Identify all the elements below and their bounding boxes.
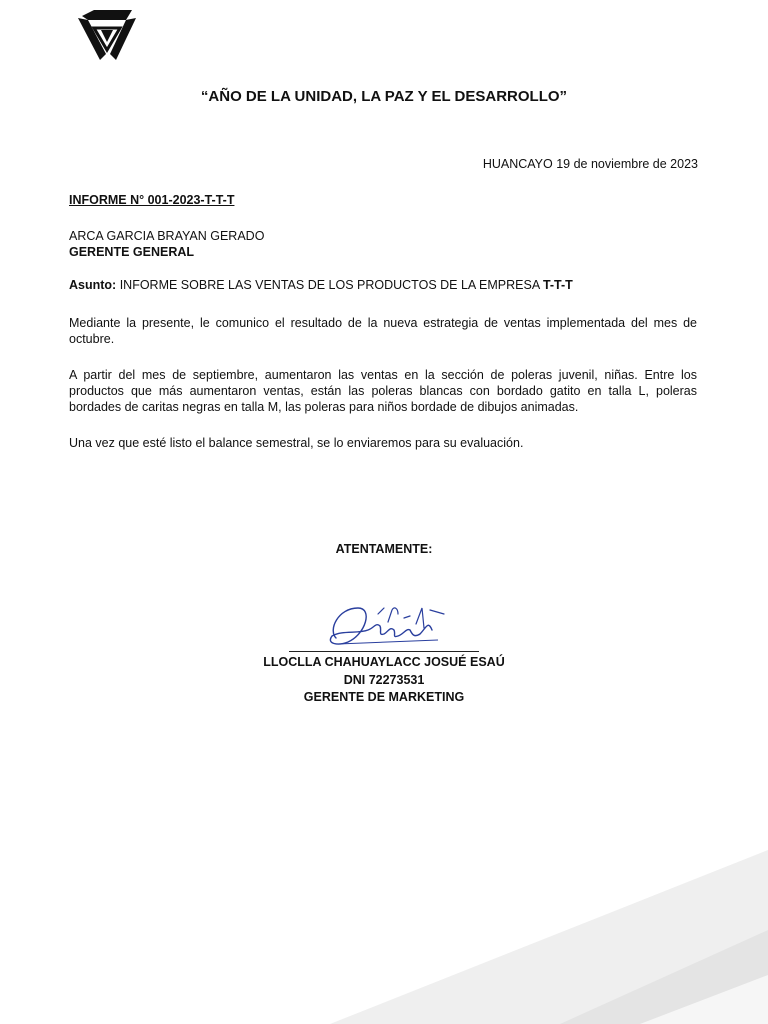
body-paragraph: A partir del mes de septiembre, aumentaron las ventas en la sección de poleras juvenil, niñas. Entre los productos que más aumentaron ventas, están las poleras blancas con bordado gatito en talla L, poleras bordades de caritas negras en talla M, las poleras para niños bordade de dibujos animadas. [69, 368, 697, 414]
company-logo [74, 6, 140, 62]
signer-name: LLOCLLA CHAHUAYLACC JOSUÉ ESAÚ [263, 655, 505, 669]
body-paragraph: Una vez que esté listo el balance semestral, se lo enviaremos para su evaluación. [69, 436, 524, 450]
signer-role: GERENTE DE MARKETING [303, 690, 465, 704]
subject-label: Asunto: [69, 278, 117, 292]
official-year-motto: “AÑO DE LA UNIDAD, LA PAZ Y EL DESARROLLO” [200, 88, 568, 105]
recipient-name: ARCA GARCIA BRAYAN GERADO [69, 229, 265, 243]
recipient-role: GERENTE GENERAL [69, 245, 195, 259]
body-paragraph: Mediante la presente, le comunico el resultado de la nueva estrategia de ventas implementada del mes de octubre. [69, 316, 697, 346]
report-number: INFORME N° 001-2023-T-T-T [69, 193, 235, 207]
signature-line [289, 651, 479, 652]
handwritten-signature [318, 600, 453, 652]
subject-company: T-T-T [542, 278, 573, 292]
signer-dni: DNI 72273531 [343, 673, 425, 687]
date-line: HUANCAYO 19 de noviembre de 2023 [482, 157, 698, 171]
subject-text: INFORME SOBRE LAS VENTAS DE LOS PRODUCTOS DE LA EMPRESA [116, 278, 543, 292]
subject-line [69, 278, 573, 292]
closing-salutation: ATENTAMENTE: [335, 542, 433, 556]
